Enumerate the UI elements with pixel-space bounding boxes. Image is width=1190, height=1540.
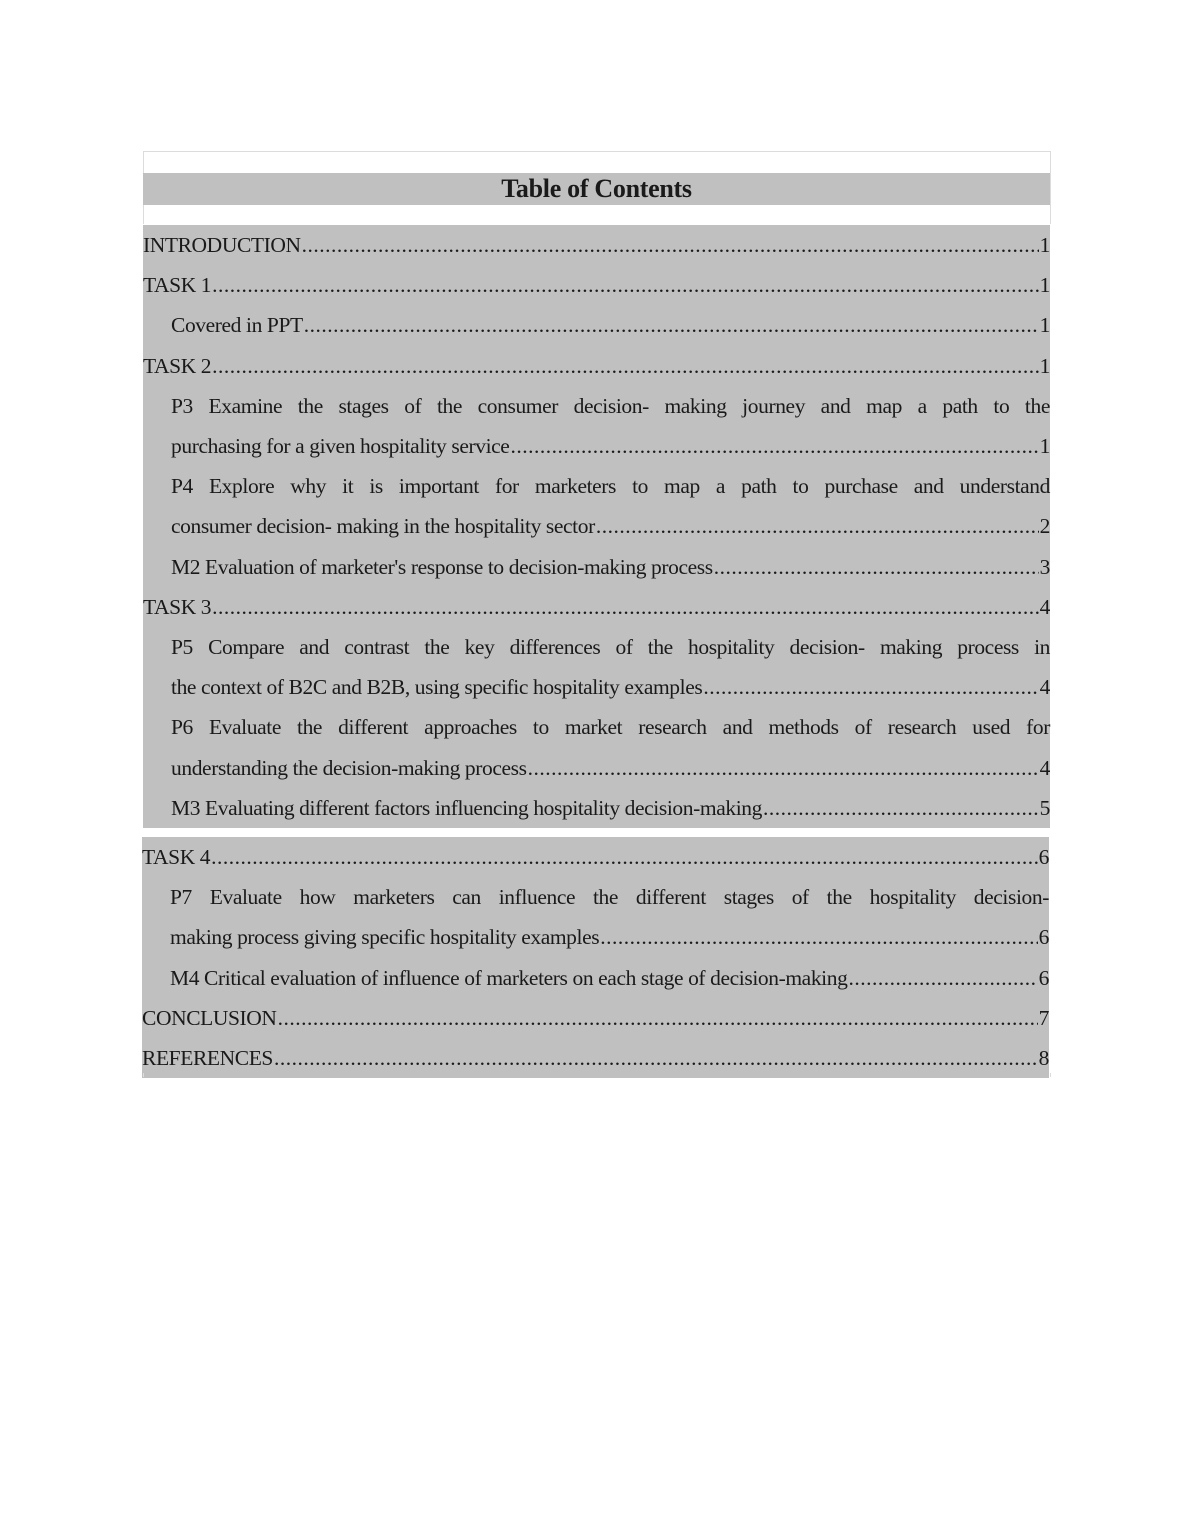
toc-page-number: 1 [1039, 273, 1050, 298]
toc-entry-p3[interactable] [143, 386, 1050, 466]
toc-entry-first-line: P5 Compare and contrast the key differences of the hospitality decision- making process in [171, 635, 1050, 660]
toc-entry-text: CONCLUSION [142, 1005, 277, 1030]
dot-leader [763, 788, 1039, 828]
toc-entry-p4[interactable] [143, 466, 1050, 546]
toc-entry-first-line: P7 Evaluate how marketers can influence the different stages of the hospitality decision- [170, 885, 1049, 910]
toc-entry-p5[interactable] [143, 627, 1050, 707]
toc-page-number: 3 [1039, 554, 1050, 579]
toc-page-number: 8 [1038, 1046, 1049, 1071]
toc-entry-p7[interactable] [142, 877, 1049, 957]
toc-entry-text: TASK 1 [143, 273, 212, 298]
toc-title: Table of Contents [501, 174, 692, 203]
toc-entry-task-2[interactable] [143, 346, 1050, 386]
toc-entry-p6[interactable] [143, 707, 1050, 787]
toc-page-number: 6 [1038, 845, 1049, 869]
dot-leader [600, 917, 1037, 957]
toc-page-number: 4 [1039, 594, 1050, 619]
toc-entry-task-4[interactable] [142, 837, 1049, 877]
toc-entry-task-3[interactable] [143, 587, 1050, 627]
toc-entry-text: M2 Evaluation of marketer's response to decision-making process [171, 554, 713, 579]
toc-entry-text: making process giving specific hospitality examples [170, 925, 600, 950]
dot-leader [304, 305, 1039, 345]
toc-entry-m2[interactable] [143, 547, 1050, 587]
dot-leader [848, 958, 1037, 998]
dot-leader [596, 506, 1039, 546]
toc-entry-conclusion[interactable] [142, 998, 1049, 1038]
dot-leader [714, 547, 1039, 587]
toc-block-1 [143, 225, 1050, 828]
dot-leader [528, 748, 1039, 788]
toc-entry-introduction[interactable] [143, 225, 1050, 265]
toc-entry-first-line: P6 Evaluate the different approaches to market research and methods of research used for [171, 715, 1050, 740]
toc-entry-text: purchasing for a given hospitality service [171, 434, 510, 459]
toc-page-number: 4 [1039, 675, 1050, 700]
toc-entry-text: consumer decision- making in the hospitality sector [171, 514, 595, 539]
dot-leader [278, 998, 1038, 1038]
toc-page-number: 1 [1039, 353, 1050, 378]
toc-page-number: 7 [1038, 1005, 1049, 1030]
toc-page-number: 1 [1039, 233, 1050, 257]
toc-entry-covered-in-ppt[interactable] [143, 305, 1050, 345]
toc-title-bar [143, 173, 1050, 205]
toc-page-number: 6 [1038, 965, 1049, 990]
toc-entry-m3[interactable] [143, 788, 1050, 828]
dot-leader [302, 225, 1039, 265]
toc-entry-text: REFERENCES [142, 1046, 273, 1071]
dot-leader [510, 426, 1038, 466]
toc-page-number: 1 [1039, 313, 1050, 338]
toc-page-number: 6 [1038, 925, 1049, 950]
toc-entry-m4[interactable] [142, 958, 1049, 998]
toc-entry-text: M4 Critical evaluation of influence of marketers on each stage of decision-making [170, 965, 848, 990]
toc-entry-text: INTRODUCTION [143, 233, 301, 257]
toc-entry-text: M3 Evaluating different factors influencing hospitality decision-making [171, 795, 762, 820]
toc-entry-text: TASK 4 [142, 845, 211, 869]
toc-entry-text: the context of B2C and B2B, using specific hospitality examples [171, 675, 703, 700]
toc-entry-first-line: P3 Examine the stages of the consumer decision- making journey and map a path to the [171, 393, 1050, 418]
toc-page-number: 5 [1039, 795, 1050, 820]
toc-block-2 [142, 837, 1049, 1078]
toc-entry-text: Covered in PPT [171, 313, 303, 338]
toc-page-number: 2 [1039, 514, 1050, 539]
toc-entry-task-1[interactable] [143, 265, 1050, 305]
toc-bottom-edge [143, 1073, 1051, 1077]
toc-page-number: 4 [1039, 755, 1050, 780]
dot-leader [212, 587, 1038, 627]
dot-leader [212, 265, 1038, 305]
toc-page-number: 1 [1039, 434, 1050, 459]
dot-leader [211, 837, 1037, 877]
toc-entry-text: TASK 3 [143, 594, 212, 619]
dot-leader [212, 346, 1038, 386]
toc-entry-text: understanding the decision-making process [171, 755, 527, 780]
toc-entry-first-line: P4 Explore why it is important for marketers to map a path to purchase and understand [171, 474, 1050, 499]
toc-entry-text: TASK 2 [143, 353, 212, 378]
dot-leader [703, 667, 1038, 707]
